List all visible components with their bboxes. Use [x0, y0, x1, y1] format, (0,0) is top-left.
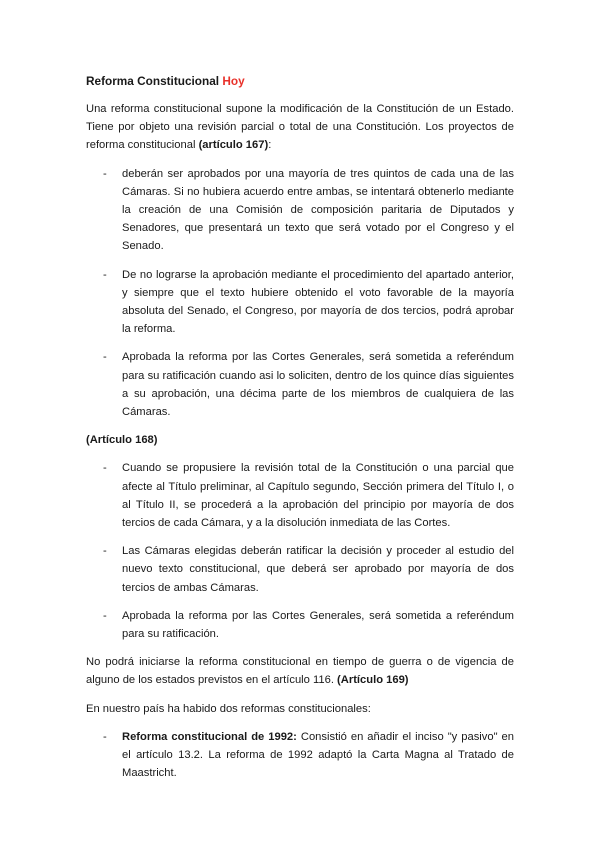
art169-paragraph — [86, 653, 514, 689]
art168-heading: (Artículo 168) — [86, 434, 158, 447]
title-accent: Hoy — [222, 74, 245, 88]
art169-ref: (Artículo 169) — [337, 674, 409, 687]
art167-list — [86, 165, 514, 422]
intro-tail: : — [268, 139, 272, 152]
document-title — [86, 72, 514, 90]
list-item: - Aprobada la reforma por las Cortes Generales, será sometida a referéndum para su ratificación. — [86, 607, 514, 643]
art169-text: No podrá iniciarse la reforma constitucional en tiempo de guerra o de vigencia de alguno de los estados previstos en el artículo 116. — [86, 656, 514, 687]
reforms-intro: En nuestro país ha habido dos reformas constitucionales: — [86, 702, 371, 715]
list-item: - Las Cámaras elegidas deberán ratificar la decisión y proceder al estudio del nuevo texto constitucional, que deberá ser aprobado por mayoría de dos tercios de ambas Cámaras. — [86, 542, 514, 597]
reforms-list — [86, 728, 514, 783]
intro-paragraph — [86, 100, 514, 155]
intro-text: Una reforma constitucional supone la modificación de la Constitución de un Estado. Tiene por objeto una revisión parcial o total de una Constitución. Los proyectos de reforma constitucional — [86, 103, 514, 152]
list-item: - Aprobada la reforma por las Cortes Generales, será sometida a referéndum para su ratificación cuando asi lo soliciten, dentro de los quince días siguientes a su aprobación, una décima parte de los miembros de cualquiera de las Cámaras. — [86, 348, 514, 421]
list-item: - Cuando se propusiere la revisión total de la Constitución o una parcial que afecte al Título preliminar, al Capítulo segundo, Sección primera del Título I, o al Título II, se procederá a la aprobación del principio por mayoría de dos tercios de cada Cámara, y a la disolución inmediata de las Cortes. — [86, 459, 514, 532]
title-text: Reforma Constitucional — [86, 74, 223, 88]
list-item: - deberán ser aprobados por una mayoría de tres quintos de cada una de las Cámaras. Si no hubiera acuerdo entre ambas, se intentará obtenerlo mediante la creación de una Comisión de composición paritaria de Diputados y Senadores, que presentará un texto que será votado por el Congreso y el Senado. — [86, 165, 514, 256]
reform-text: Consistió en añadir el inciso "y pasivo" en el artículo 13.2. La reforma de 1992 adaptó la Carta Magna al Tratado de Maastricht. — [122, 730, 514, 780]
document-page — [86, 72, 514, 793]
art168-list — [86, 459, 514, 643]
intro-article-ref: (artículo 167) — [198, 139, 269, 152]
list-item: - De no lograrse la aprobación mediante el procedimiento del apartado anterior, y siempre que el texto hubiere obtenido el voto favorable de la mayoría absoluta del Senado, el Congreso, por mayoría de dos tercios, podrá aprobar la reforma. — [86, 266, 514, 339]
reform-label: Reforma constitucional de 1992: — [122, 730, 297, 743]
list-item — [86, 728, 514, 783]
